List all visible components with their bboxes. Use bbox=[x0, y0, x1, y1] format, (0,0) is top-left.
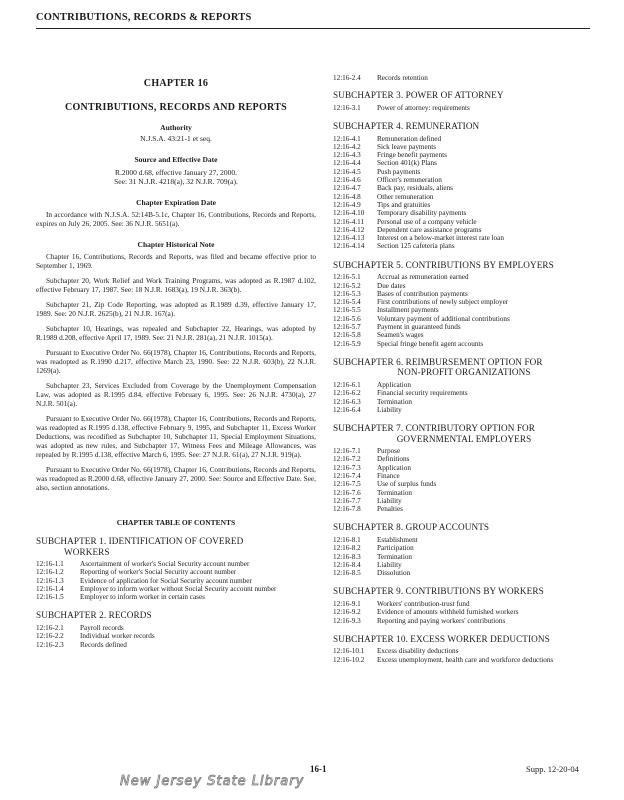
toc-entry bbox=[333, 209, 595, 217]
section-number: 12:16-4.1 bbox=[333, 134, 361, 143]
authority-heading: Authority bbox=[160, 123, 192, 132]
section-title: Employer to inform worker without Social Security account number bbox=[80, 584, 277, 593]
toc-entry bbox=[333, 656, 595, 664]
toc-entry bbox=[333, 561, 595, 569]
toc-entry bbox=[333, 135, 595, 143]
section-title: Ascertainment of worker's Social Security account number bbox=[80, 560, 250, 568]
section-title: Power of attorney: requirements bbox=[377, 103, 470, 112]
chapter-title: CONTRIBUTIONS, RECORDS AND REPORTS bbox=[64, 102, 288, 113]
toc-entry bbox=[333, 226, 595, 234]
section-title: Excess unemployment, health care and workforce deductions bbox=[377, 655, 554, 664]
section-title: Reporting and paying workers' contributions bbox=[377, 616, 506, 625]
history-paragraph: Pursuant to Executive Order No. 66(1978), Chapter 16, Contributions, Records and Reports, was readopted as R.1990 d.217, effective March 23, 1990. See: 22 N.J.R. 603(b), 22 N.J.R. 1269(a). bbox=[36, 348, 316, 375]
section-number: 12:16-7.1 bbox=[333, 447, 361, 456]
section-number: 12:16-5.4 bbox=[333, 298, 361, 307]
subchapter-heading bbox=[333, 260, 595, 271]
section-number: 12:16-2.2 bbox=[36, 632, 64, 641]
history-paragraph: Pursuant to Executive Order No. 66(1978), Chapter 16, Contributions, Records and Reports, was readopted as R.1995 d.138, effective February 9, 1995, and Subchapter 11, Excess Worker Deductions, was recodified as Subchapter 10, Subchapter 11, Special Employment Situations, was adopted as new rules, and Subchapter 17, Witness Fees and Mileage Allowances, was repealed by R.1995 d.138, effective March 6, 1995. See: 27 N.J.R. 61(a), 27 N.J.R. 919(a). bbox=[36, 414, 316, 459]
section-title: Installment payments bbox=[377, 306, 439, 315]
section-title: Liability bbox=[377, 496, 402, 505]
toc-entry bbox=[333, 569, 595, 577]
toc-entry bbox=[333, 193, 595, 201]
toc-entry bbox=[333, 600, 595, 608]
subchapter-entries bbox=[36, 624, 316, 649]
section-title: Section 125 cafeteria plans bbox=[377, 242, 455, 251]
toc-entry bbox=[333, 315, 595, 323]
subchapter-entries bbox=[333, 273, 595, 348]
history-paragraph: Subchapter 21, Zip Code Reporting, was adopted as R.1989 d.39, effective January 17, 1989. See: 20 N.J.R. 2625(b), 21 N.J.R. 167(a). bbox=[36, 300, 316, 318]
toc-entry bbox=[333, 455, 595, 463]
subchapter-heading-line: SUBCHAPTER 4. REMUNERATION bbox=[333, 121, 480, 132]
toc-entry bbox=[333, 273, 595, 281]
section-title: Accrual as remuneration earned bbox=[377, 273, 469, 282]
subchapter-heading-line: GOVERNMENTAL EMPLOYERS bbox=[396, 433, 532, 444]
source-line: R.2000 d.68, effective January 27, 2000. bbox=[115, 168, 237, 177]
section-number: 12:16-7.4 bbox=[333, 472, 361, 480]
section-number: 12:16-4.10 bbox=[333, 209, 365, 218]
section-number: 12:16-3.1 bbox=[333, 103, 361, 112]
toc-left bbox=[36, 536, 316, 649]
section-number: 12:16-8.5 bbox=[333, 569, 361, 578]
section-title: Dependent care assistance programs bbox=[377, 225, 482, 234]
section-title: Use of surplus funds bbox=[377, 480, 437, 489]
section-title: Records defined bbox=[80, 640, 127, 649]
section-number: 12:16-5.7 bbox=[333, 323, 361, 332]
subchapter-heading-line: SUBCHAPTER 8. GROUP ACCOUNTS bbox=[333, 522, 490, 533]
subchapter-heading-line: SUBCHAPTER 2. RECORDS bbox=[36, 610, 152, 621]
section-title: Finance bbox=[377, 472, 400, 480]
section-number: 12:16-2.3 bbox=[36, 640, 64, 649]
toc-entry bbox=[333, 406, 595, 414]
subchapter-heading-line: SUBCHAPTER 10. EXCESS WORKER DEDUCTIONS bbox=[333, 633, 550, 644]
supplement-date: Supp. 12-20-04 bbox=[526, 764, 579, 774]
section-title: Employer to inform worker in certain cases bbox=[80, 593, 205, 602]
section-number: 12:16-1.3 bbox=[36, 576, 64, 585]
section-title: Workers' contribution-trust fund bbox=[377, 599, 470, 608]
subchapter-heading bbox=[333, 423, 595, 444]
section-number: 12:16-4.7 bbox=[333, 184, 361, 193]
subchapter-entries bbox=[333, 647, 595, 664]
toc-entry bbox=[333, 505, 595, 513]
toc-entry bbox=[333, 398, 595, 406]
subchapter-heading-line: SUBCHAPTER 3. POWER OF ATTORNEY bbox=[333, 90, 504, 101]
section-number: 12:16-4.3 bbox=[333, 151, 361, 160]
toc-entry bbox=[333, 617, 595, 625]
section-title: Establishment bbox=[377, 535, 418, 544]
toc-entry bbox=[333, 536, 595, 544]
section-number: 12:16-6.2 bbox=[333, 389, 361, 398]
section-number: 12:16-4.12 bbox=[333, 225, 365, 234]
toc-entry bbox=[333, 290, 595, 298]
section-title: Records retention bbox=[377, 74, 428, 82]
section-title: Financial security requirements bbox=[377, 389, 468, 398]
section-title: Personal use of a company vehicle bbox=[377, 217, 477, 226]
section-title: Liability bbox=[377, 560, 402, 569]
section-number: 12:16-7.8 bbox=[333, 505, 361, 514]
section-title: Termination bbox=[377, 552, 413, 561]
authority-text: N.J.S.A. 43:21-1 et seq. bbox=[140, 134, 212, 143]
section-number: 12:16-7.5 bbox=[333, 480, 361, 489]
section-number: 12:16-1.1 bbox=[36, 560, 64, 568]
page-number: 16-1 bbox=[310, 764, 327, 774]
section-title: Participation bbox=[377, 544, 414, 553]
chapter-number: CHAPTER 16 bbox=[143, 78, 209, 89]
toc-entry bbox=[333, 389, 595, 397]
history-paragraph: Pursuant to Executive Order No. 66(1978), Chapter 16, Contributions, Records and Reports, was readopted as R.2000 d.68, effective January 27, 2000. See: Source and Effective Date. See, also, section annotations. bbox=[36, 465, 316, 492]
subchapter-heading-line: NON-PROFIT ORGANIZATIONS bbox=[397, 367, 531, 378]
toc-entry bbox=[333, 218, 595, 226]
toc-entry bbox=[333, 647, 595, 655]
subchapter-entries bbox=[333, 536, 595, 577]
subchapter-heading-line: WORKERS bbox=[64, 546, 110, 557]
toc-entry bbox=[333, 282, 595, 290]
toc-entry bbox=[333, 306, 595, 314]
toc-title: CHAPTER TABLE OF CONTENTS bbox=[116, 518, 236, 527]
subchapter-entries bbox=[36, 560, 316, 601]
section-title: Purpose bbox=[377, 447, 401, 456]
toc-entry bbox=[333, 184, 595, 192]
section-number: 12:16-7.7 bbox=[333, 496, 361, 505]
section-number: 12:16-5.3 bbox=[333, 289, 361, 298]
subchapter-entries bbox=[333, 104, 595, 112]
subchapter-heading bbox=[333, 522, 595, 533]
section-number: 12:16-8.2 bbox=[333, 544, 361, 553]
section-title: Remuneration defined bbox=[377, 134, 442, 143]
section-title: Termination bbox=[377, 397, 413, 406]
section-number: 12:16-2.1 bbox=[36, 623, 64, 632]
subchapter-heading bbox=[333, 634, 595, 645]
subchapter-heading-line: SUBCHAPTER 1. IDENTIFICATION OF COVERED bbox=[36, 536, 244, 546]
toc-entry bbox=[333, 544, 595, 552]
toc-entry bbox=[333, 489, 595, 497]
section-number: 12:16-5.9 bbox=[333, 339, 361, 348]
section-title: First contributions of newly subject employer bbox=[377, 298, 509, 307]
section-title: Section 401(k) Plans bbox=[377, 159, 437, 168]
section-number: 12:16-4.6 bbox=[333, 176, 361, 185]
subchapter-entries bbox=[333, 600, 595, 625]
section-number: 12:16-6.3 bbox=[333, 397, 361, 406]
library-watermark: New Jersey State Library bbox=[120, 774, 305, 789]
toc-entry bbox=[36, 568, 316, 576]
toc-entry bbox=[333, 151, 595, 159]
right-column bbox=[333, 74, 595, 664]
section-number: 12:16-8.3 bbox=[333, 552, 361, 561]
section-title: Payment in guaranteed funds bbox=[377, 323, 461, 332]
section-number: 12:16-4.5 bbox=[333, 167, 361, 176]
section-number: 12:16-4.8 bbox=[333, 192, 361, 201]
toc-entry bbox=[333, 159, 595, 167]
section-title: Sick leave payments bbox=[377, 142, 437, 151]
section-title: Liability bbox=[377, 405, 402, 414]
toc-entry bbox=[36, 560, 316, 568]
subchapter-heading bbox=[333, 357, 595, 378]
section-title: Evidence of amounts withheld furnished workers bbox=[377, 608, 519, 617]
toc-entry bbox=[333, 104, 595, 112]
history-heading: Chapter Historical Note bbox=[137, 240, 215, 249]
toc-entry bbox=[333, 497, 595, 505]
section-title: Application bbox=[377, 463, 411, 472]
section-title: Push payments bbox=[377, 167, 421, 176]
toc-entry bbox=[333, 201, 595, 209]
section-title: Payroll records bbox=[80, 623, 124, 632]
history-paragraph: Subchapter 20, Work Relief and Work Training Programs, was adopted as R.1987 d.102, effective February 17, 1987. See: 18 N.J.R. 1683(a), 19 N.J.R. 363(b). bbox=[36, 276, 316, 294]
section-number: 12:16-4.4 bbox=[333, 159, 361, 168]
toc-entry bbox=[36, 577, 316, 585]
section-number: 12:16-7.6 bbox=[333, 488, 361, 497]
history-notes bbox=[36, 252, 316, 492]
toc-entry bbox=[333, 608, 595, 616]
section-number: 12:16-4.11 bbox=[333, 217, 365, 226]
section-title: Temporary disability payments bbox=[377, 209, 467, 218]
section-number: 12:16-8.4 bbox=[333, 560, 361, 569]
toc-entry bbox=[333, 447, 595, 455]
section-number: 12:16-5.1 bbox=[333, 273, 361, 282]
section-number: 12:16-2.4 bbox=[333, 74, 361, 82]
section-title: Bases of contribution payments bbox=[377, 289, 468, 298]
section-number: 12:16-5.8 bbox=[333, 331, 361, 340]
section-title: Evidence of application for Social Security account number bbox=[80, 576, 252, 585]
section-number: 12:16-10.2 bbox=[333, 655, 365, 664]
toc-right bbox=[333, 90, 595, 664]
toc-entry bbox=[333, 74, 595, 82]
section-title: Back pay, residuals, aliens bbox=[377, 184, 453, 193]
section-title: Tips and gratuities bbox=[377, 200, 431, 209]
section-title: Other remuneration bbox=[377, 192, 434, 201]
subchapter-entries bbox=[333, 447, 595, 513]
toc-entry bbox=[333, 234, 595, 242]
section-number: 12:16-1.2 bbox=[36, 568, 64, 577]
section-number: 12:16-6.4 bbox=[333, 405, 361, 414]
expiration-text: In accordance with N.J.S.A. 52:14B-5.1c, Chapter 16, Contributions, Records and Reports, expires on July 26, 2005. See: 36 N.J.R. 5651(a). bbox=[36, 210, 316, 228]
subchapter-heading bbox=[333, 121, 595, 132]
section-number: 12:16-1.4 bbox=[36, 584, 64, 593]
toc-entry bbox=[333, 340, 595, 348]
section-title: Voluntary payment of additional contributions bbox=[377, 314, 510, 323]
toc-entry bbox=[333, 323, 595, 331]
subchapter-heading bbox=[333, 586, 595, 597]
toc-entry bbox=[36, 632, 316, 640]
section-number: 12:16-10.1 bbox=[333, 647, 365, 656]
left-column bbox=[36, 78, 316, 649]
section-title: Definitions bbox=[377, 455, 410, 464]
section-title: Dissolution bbox=[377, 569, 411, 578]
section-title: Application bbox=[377, 380, 411, 389]
section-number: 12:16-5.6 bbox=[333, 314, 361, 323]
section-number: 12:16-7.2 bbox=[333, 455, 361, 464]
toc-entry bbox=[333, 381, 595, 389]
history-paragraph: Subchapter 10, Hearings, was repealed and Subchapter 22, Hearings, was adopted by R.1989 d.208, effective April 17, 1989. See: 21 N.J.R. 281(a), 21 N.J.R. 1015(a). bbox=[36, 324, 316, 342]
subchapter-heading bbox=[36, 610, 316, 621]
section-title: Excess disability deductions bbox=[377, 647, 459, 656]
expiration-heading: Chapter Expiration Date bbox=[136, 198, 216, 207]
toc-entry bbox=[36, 641, 316, 649]
history-paragraph: Subchapter 23, Services Excluded from Coverage by the Unemployment Compensation Law, was adopted as R.1995 d.84, effective February 6, 1995. See: 26 N.J.R. 4730(a), 27 N.J.R. 501(a). bbox=[36, 381, 316, 408]
section-number: 12:16-9.2 bbox=[333, 608, 361, 617]
subchapter-heading bbox=[36, 536, 316, 557]
source-heading: Source and Effective Date bbox=[134, 155, 218, 164]
subchapter-heading-line: SUBCHAPTER 6. REIMBURSEMENT OPTION FOR bbox=[333, 356, 543, 367]
section-number: 12:16-5.2 bbox=[333, 281, 361, 290]
section-title: Interest on a below-market interest rate loan bbox=[377, 234, 504, 243]
toc-entry bbox=[333, 242, 595, 250]
toc-right-top bbox=[333, 74, 595, 82]
section-number: 12:16-9.3 bbox=[333, 616, 361, 625]
running-head: CONTRIBUTIONS, RECORDS & REPORTS bbox=[36, 12, 252, 23]
section-title: Termination bbox=[377, 488, 413, 497]
toc-entry bbox=[36, 624, 316, 632]
section-number: 12:16-6.1 bbox=[333, 380, 361, 389]
toc-entry bbox=[36, 585, 316, 593]
section-title: Individual worker records bbox=[80, 632, 155, 641]
section-number: 12:16-9.1 bbox=[333, 599, 361, 608]
section-number: 12:16-7.3 bbox=[333, 463, 361, 472]
toc-entry bbox=[333, 464, 595, 472]
section-number: 12:16-4.14 bbox=[333, 242, 365, 251]
toc-entry bbox=[333, 480, 595, 488]
toc-entry bbox=[333, 472, 595, 480]
subchapter-entries bbox=[333, 381, 595, 414]
section-title: Reporting of worker's Social Security account number bbox=[80, 568, 237, 577]
subchapter-heading-line: SUBCHAPTER 9. CONTRIBUTIONS BY WORKERS bbox=[333, 586, 544, 597]
section-number: 12:16-1.5 bbox=[36, 593, 64, 602]
toc-entry bbox=[333, 168, 595, 176]
header-rule bbox=[36, 28, 590, 29]
section-title: Due dates bbox=[377, 281, 406, 290]
toc-entry bbox=[333, 553, 595, 561]
section-title: Special fringe benefit agent accounts bbox=[377, 339, 484, 348]
history-paragraph: Chapter 16, Contributions, Records and Reports, was filed and became effective prior to September 1, 1969. bbox=[36, 252, 316, 270]
subchapter-heading bbox=[333, 90, 595, 101]
section-number: 12:16-4.9 bbox=[333, 200, 361, 209]
source-line: See: 31 N.J.R. 4218(a), 32 N.J.R. 709(a). bbox=[114, 177, 238, 186]
toc-entry bbox=[333, 143, 595, 151]
section-title: Seamen's wages bbox=[377, 331, 424, 340]
toc-entry bbox=[333, 298, 595, 306]
section-number: 12:16-4.13 bbox=[333, 234, 365, 243]
subchapter-entries bbox=[333, 135, 595, 251]
toc-entry bbox=[333, 176, 595, 184]
toc-entry bbox=[36, 593, 316, 601]
section-title: Fringe benefit payments bbox=[377, 151, 447, 160]
subchapter-heading-line: SUBCHAPTER 5. CONTRIBUTIONS BY EMPLOYERS bbox=[333, 259, 554, 270]
section-title: Penalties bbox=[377, 505, 403, 514]
section-title: Officer's remuneration bbox=[377, 176, 442, 185]
toc-entry bbox=[333, 331, 595, 339]
section-number: 12:16-5.5 bbox=[333, 306, 361, 315]
section-number: 12:16-4.2 bbox=[333, 142, 361, 151]
section-number: 12:16-8.1 bbox=[333, 535, 361, 544]
subchapter-heading-line: SUBCHAPTER 7. CONTRIBUTORY OPTION FOR bbox=[333, 423, 536, 434]
